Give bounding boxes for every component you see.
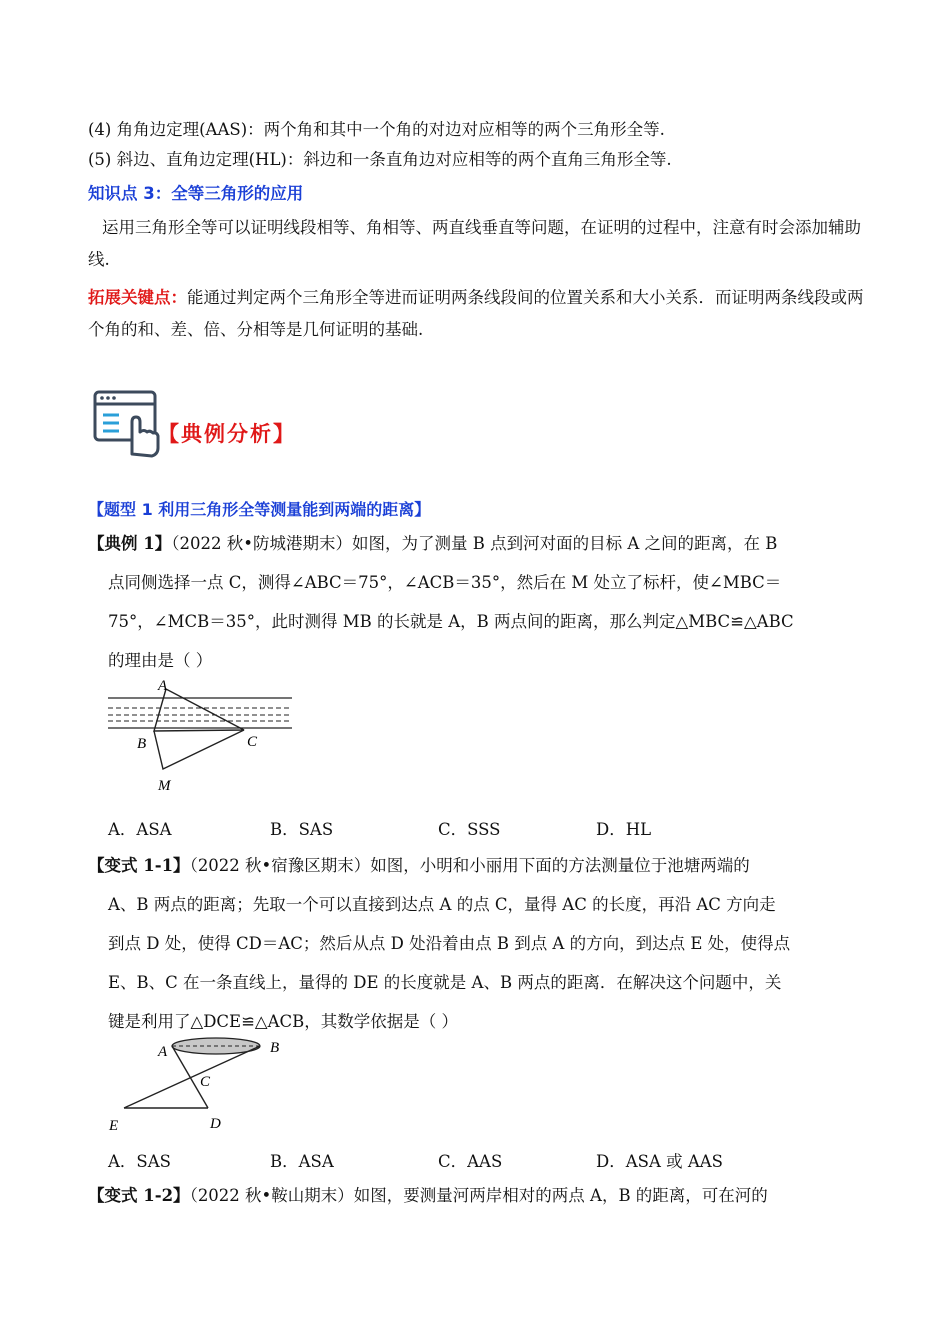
knowledge-point-3-text: 运用三角形全等可以证明线段相等、角相等、两直线垂直等问题，在证明的过程中，注意有时会添加辅助线. (88, 218, 861, 269)
river-figure (106, 674, 306, 794)
example-1-option-b[interactable]: B．SAS (270, 820, 334, 839)
knowledge-point-3-title: 知识点 3：全等三角形的应用 (88, 184, 304, 203)
variant-1-2-tag: 【变式 1-2】 (88, 1186, 190, 1205)
variant-1-1-option-d[interactable]: D．ASA 或 AAS (596, 1152, 723, 1171)
section-header (92, 388, 492, 460)
variant-1-1-line4: E、B、C 在一条直线上，量得的 DE 的长度就是 A、B 两点的距离．在解决这个问题中，关 (108, 973, 782, 992)
pond-figure (104, 1030, 304, 1140)
screen-click-icon (92, 388, 162, 460)
example-1-option-d[interactable]: D．HL (596, 820, 652, 839)
figure2-label-e: E (109, 1118, 119, 1134)
variant-1-2-line1: （2022 秋•鞍山期末）如图，要测量河两岸相对的两点 A，B 的距离，可在河的 (189, 1186, 768, 1205)
section-title: 【典例分析】 (158, 422, 296, 446)
figure2-label-a: A (158, 1044, 168, 1060)
example-1-line1: （2022 秋•防城港期末）如图，为了测量 B 点到河对面的目标 A 之间的距离，在 B (171, 534, 778, 553)
theorem-aas: (4) 角角边定理(AAS)：两个角和其中一个角的对边对应相等的两个三角形全等. (88, 120, 665, 139)
example-1-tag: 【典例 1】 (88, 534, 172, 553)
figure1-label-a: A (158, 678, 168, 694)
example-1-option-c[interactable]: C．SSS (438, 820, 501, 839)
variant-1-1-option-c[interactable]: C．AAS (438, 1152, 503, 1171)
variant-1-1-option-a[interactable]: A．SAS (108, 1152, 171, 1171)
variant-1-1-line3: 到点 D 处，使得 CD＝AC；然后从点 D 处沿着由点 B 到点 A 的方向，到达点 E 处，使得点 (108, 934, 791, 953)
variant-1-1-line5: 键是利用了△DCE≌△ACB，其数学依据是（ ） (108, 1012, 459, 1031)
variant-1-1-line2: A、B 两点的距离；先取一个可以直接到达点 A 的点 C，量得 AC 的长度，再沿 AC 方向走 (108, 895, 776, 914)
example-1-line4: 的理由是（ ） (108, 651, 213, 670)
variant-1-1-tag: 【变式 1-1】 (88, 856, 190, 875)
figure2-label-b: B (270, 1040, 280, 1056)
figure2-label-d: D (210, 1116, 221, 1132)
figure1-label-m: M (158, 778, 171, 794)
variant-1-1 (88, 846, 868, 1041)
theorem-hl: (5) 斜边、直角边定理(HL)：斜边和一条直角边对应相等的两个直角三角形全等. (88, 150, 672, 169)
figure1-label-b: B (137, 736, 147, 752)
example-1-line3: 75°，∠MCB＝35°，此时测得 MB 的长就是 A，B 两点间的距离，那么判定△MBC≌△ABC (108, 612, 794, 631)
example-1-option-a[interactable]: A．ASA (108, 820, 172, 839)
topic-1-title: 【题型 1 利用三角形全等测量能到两端的距离】 (88, 500, 431, 519)
variant-1-1-option-b[interactable]: B．ASA (270, 1152, 334, 1171)
extend-label: 拓展关键点： (88, 288, 187, 307)
variant-1-1-line1: （2022 秋•宿豫区期末）如图，小明和小丽用下面的方法测量位于池塘两端的 (189, 856, 750, 875)
extend-text: 能通过判定两个三角形全等进而证明两条线段间的位置关系和大小关系．而证明两条线段或两个角的和、差、倍、分相等是几何证明的基础. (88, 288, 864, 339)
example-1-line2: 点同侧选择一点 C，测得∠ABC＝75°，∠ACB＝35°，然后在 M 处立了标杆，使∠MBC＝ (108, 573, 782, 592)
figure1-label-c: C (247, 734, 258, 750)
figure2-label-c: C (200, 1074, 211, 1090)
variant-1-2 (88, 1176, 868, 1215)
extend-key-point (88, 282, 868, 346)
example-1 (88, 524, 868, 680)
